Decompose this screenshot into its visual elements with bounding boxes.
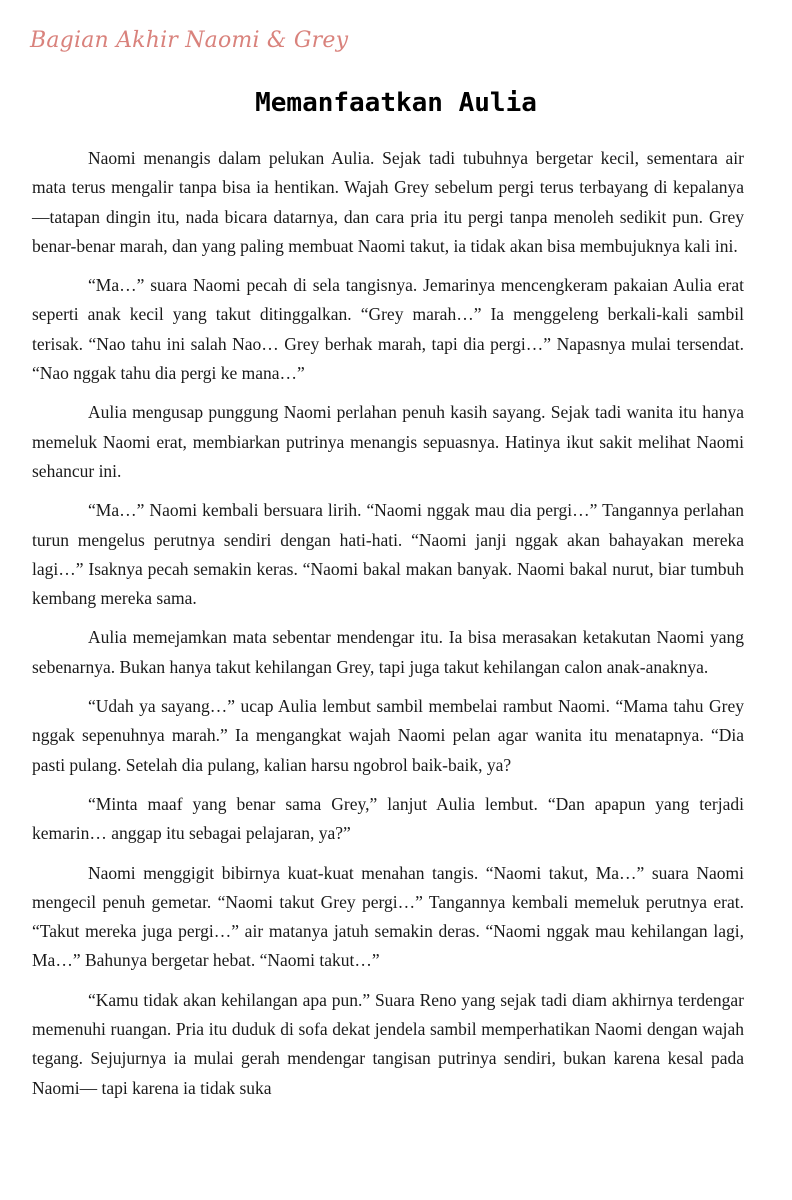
paragraph: Naomi menggigit bibirnya kuat-kuat menahan tangis. “Naomi takut, Ma…” suara Naomi mengecil penuh gemetar. “Naomi takut Grey pergi…” Tangannya kembali memeluk perutnya erat. “Takut mereka juga pergi…” air matanya jatuh semakin deras. “Naomi nggak mau kehilangan lagi, Ma…” Bahunya bergetar hebat. “Naomi takut…”	[32, 862, 744, 971]
body-text	[32, 144, 744, 1113]
paragraph: “Kamu tidak akan kehilangan apa pun.” Suara Reno yang sejak tadi diam akhirnya terdengar memenuhi ruangan. Pria itu duduk di sofa dekat jendela sambil memperhatikan Naomi dengan wajah tegang. Sejujurnya ia mulai gerah mendengar tangisan putrinya sendiri, bukan karena kesal pada Naomi— tapi karena ia tidak suka	[32, 989, 744, 1098]
paragraph: “Minta maaf yang benar sama Grey,” lanjut Aulia lembut. “Dan apapun yang terjadi kemarin… anggap itu sebagai pelajaran, ya?”	[32, 793, 744, 844]
paragraph: Aulia mengusap punggung Naomi perlahan penuh kasih sayang. Sejak tadi wanita itu hanya memeluk Naomi erat, membiarkan putrinya menangis sepuasnya. Hatinya ikut sakit melihat Naomi sehancur ini.	[32, 402, 744, 481]
paragraph: Naomi menangis dalam pelukan Aulia. Sejak tadi tubuhnya bergetar kecil, sementara air mata terus mengalir tanpa bisa ia hentikan. Wajah Grey sebelum pergi terus terbayang di kepalanya—tatapan dingin itu, nada bicara datarnya, dan cara pria itu pergi tanpa menoleh sedikit pun. Grey benar-benar marah, dan yang paling membuat Naomi takut, ia tidak akan bisa membujuknya kali ini.	[32, 148, 744, 256]
paragraph: Aulia memejamkan mata sebentar mendengar itu. Ia bisa merasakan ketakutan Naomi yang sebenarnya. Bukan hanya takut kehilangan Grey, tapi juga takut kehilangan calon anak-anaknya.	[32, 627, 744, 677]
paragraph: “Ma…” Naomi kembali bersuara lirih. “Naomi nggak mau dia pergi…” Tangannya perlahan turun mengelus perutnya sendiri dengan hati-hati. “Naomi janji nggak akan bahayakan mereka lagi…” Isaknya pecah semakin keras. “Naomi bakal makan banyak. Naomi bakal nurut, biar tumbuh kembang mereka sama.	[32, 500, 744, 609]
paragraph: “Udah ya sayang…” ucap Aulia lembut sambil membelai rambut Naomi. “Mama tahu Grey nggak sepenuhnya marah.” Ia mengangkat wajah Naomi pelan agar wanita itu menatapnya. “Dia pasti pulang. Setelah dia pulang, kalian harsu ngobrol baik-baik, ya?	[32, 696, 744, 775]
running-header: Bagian Akhir Naomi & Grey	[30, 28, 349, 53]
chapter-title: Memanfaatkan Aulia	[255, 88, 537, 118]
paragraph: “Ma…” suara Naomi pecah di sela tangisnya. Jemarinya mencengkeram pakaian Aulia erat seperti anak kecil yang takut ditinggalkan. “Grey marah…” Ia menggeleng berkali-kali sambil terisak. “Nao tahu ini salah Nao… Grey berhak marah, tapi dia pergi…” Napasnya mulai tersendat. “Nao nggak tahu dia pergi ke mana…”	[32, 275, 744, 384]
